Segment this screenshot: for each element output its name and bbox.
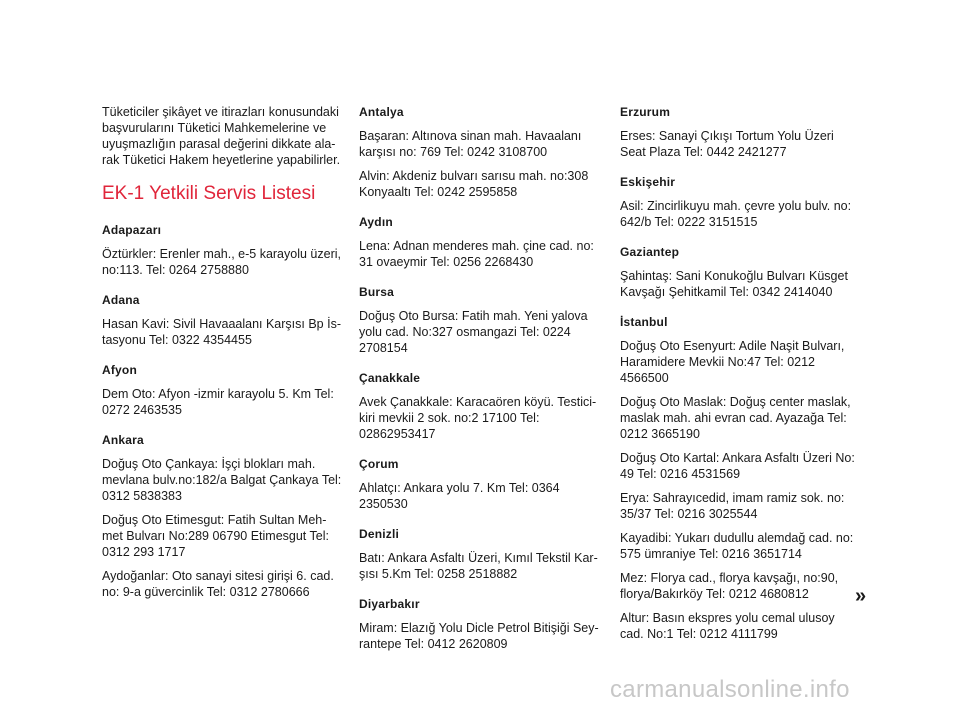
service-entry: Batı: Ankara Asfaltı Üzeri, Kımıl Tekstil Kar-şısı 5.Km Tel: 0258 2518882: [359, 551, 598, 581]
service-entry: Lena: Adnan menderes mah. çine cad. no: 31 ovaeymir Tel: 0256 2268430: [359, 239, 594, 269]
city-heading: Antalya: [359, 105, 404, 119]
next-page-icon[interactable]: »: [855, 585, 867, 607]
service-entry: Doğuş Oto Esenyurt: Adile Naşit Bulvarı, Haramidere Mevkii No:47 Tel: 0212 4566500: [620, 339, 845, 385]
watermark-text: carmanualsonline.info: [610, 676, 850, 703]
city-list-3: [620, 104, 858, 642]
city-section: [359, 104, 604, 200]
intro-paragraph: Tüketiciler şikâyet ve itirazları konusundaki başvurularını Tüketici Mahkemelerine ve uyuşmazlığın parasal değerini dikkate ala-rak Tüketici Hakem heyetlerine yapabilirler.: [102, 105, 341, 167]
city-heading: Diyarbakır: [359, 597, 420, 611]
city-heading: Afyon: [102, 363, 137, 377]
city-heading: Adapazarı: [102, 223, 162, 237]
city-section: [620, 244, 858, 300]
service-entry: Aydoğanlar: Oto sanayi sitesi girişi 6. cad. no: 9-a güvercinlik Tel: 0312 2780666: [102, 569, 334, 599]
service-entry: Erses: Sanayi Çıkışı Tortum Yolu Üzeri Seat Plaza Tel: 0442 2421277: [620, 129, 834, 159]
column-1: [102, 104, 342, 614]
city-section: [359, 596, 604, 652]
service-entry: Miram: Elazığ Yolu Dicle Petrol Bitişiği Sey-rantepe Tel: 0412 2620809: [359, 621, 599, 651]
city-heading: İstanbul: [620, 315, 668, 329]
city-list-2: [359, 104, 604, 652]
city-heading: Çorum: [359, 457, 399, 471]
service-entry: Şahintaş: Sani Konukoğlu Bulvarı Küsget Kavşağı Şehitkamil Tel: 0342 2414040: [620, 269, 848, 299]
service-entry: Öztürkler: Erenler mah., e-5 karayolu üzeri, no:113. Tel: 0264 2758880: [102, 247, 341, 277]
city-section: [102, 362, 342, 418]
city-heading: Eskişehir: [620, 175, 676, 189]
city-heading: Çanakkale: [359, 371, 421, 385]
service-entry: Doğuş Oto Etimesgut: Fatih Sultan Meh-met Bulvarı No:289 06790 Etimesgut Tel: 0312 293 1717: [102, 513, 329, 559]
city-list-1: [102, 222, 342, 600]
city-heading: Adana: [102, 293, 140, 307]
service-entry: Mez: Florya cad., florya kavşağı, no:90, florya/Bakırköy Tel: 0212 4680812: [620, 571, 839, 601]
column-3: [620, 104, 858, 656]
city-section: [359, 370, 604, 442]
city-heading: Gaziantep: [620, 245, 680, 259]
service-entry: Erya: Sahrayıcedid, imam ramiz sok. no: 35/37 Tel: 0216 3025544: [620, 491, 845, 521]
city-section: [359, 214, 604, 270]
service-entry: Avek Çanakkale: Karacaören köyü. Testici-kiri mevkii 2 sok. no:2 17100 Tel: 02862953417: [359, 395, 597, 441]
service-entry: Asil: Zincirlikuyu mah. çevre yolu bulv. no: 642/b Tel: 0222 3151515: [620, 199, 852, 229]
service-entry: Dem Oto: Afyon -izmir karayolu 5. Km Tel: 0272 2463535: [102, 387, 334, 417]
service-entry: Doğuş Oto Maslak: Doğuş center maslak, maslak mah. ahi evran cad. Ayazağa Tel: 0212 3665190: [620, 395, 851, 441]
city-section: [102, 292, 342, 348]
city-section: [620, 104, 858, 160]
city-section: [102, 222, 342, 278]
service-entry: Hasan Kavi: Sivil Havaaalanı Karşısı Bp İs-tasyonu Tel: 0322 4354455: [102, 317, 341, 347]
service-entry: Altur: Basın ekspres yolu cemal ulusoy cad. No:1 Tel: 0212 4111799: [620, 611, 835, 641]
city-heading: Aydın: [359, 215, 393, 229]
service-entry: Doğuş Oto Bursa: Fatih mah. Yeni yalova yolu cad. No:327 osmangazi Tel: 0224 2708154: [359, 309, 588, 355]
city-section: [359, 456, 604, 512]
city-section: [359, 526, 604, 582]
service-entry: Alvin: Akdeniz bulvarı sarısu mah. no:308 Konyaaltı Tel: 0242 2595858: [359, 169, 589, 199]
service-entry: Doğuş Oto Kartal: Ankara Asfaltı Üzeri No: 49 Tel: 0216 4531569: [620, 451, 855, 481]
city-section: [102, 432, 342, 600]
city-heading: Ankara: [102, 433, 144, 447]
city-section: [620, 174, 858, 230]
service-entry: Başaran: Altınova sinan mah. Havaalanı karşısı no: 769 Tel: 0242 3108700: [359, 129, 582, 159]
service-entry: Kayadibi: Yukarı dudullu alemdağ cad. no: 575 ümraniye Tel: 0216 3651714: [620, 531, 854, 561]
service-entry: Ahlatçı: Ankara yolu 7. Km Tel: 0364 2350530: [359, 481, 560, 511]
column-2: [359, 104, 604, 666]
section-title: EK-1 Yetkili Servis Listesi: [102, 183, 316, 204]
city-section: [620, 314, 858, 642]
city-section: [359, 284, 604, 356]
service-entry: Doğuş Oto Çankaya: İşçi blokları mah. mevlana bulv.no:182/a Balgat Çankaya Tel: 0312 5838383: [102, 457, 342, 503]
city-heading: Denizli: [359, 527, 400, 541]
city-heading: Erzurum: [620, 105, 671, 119]
city-heading: Bursa: [359, 285, 395, 299]
